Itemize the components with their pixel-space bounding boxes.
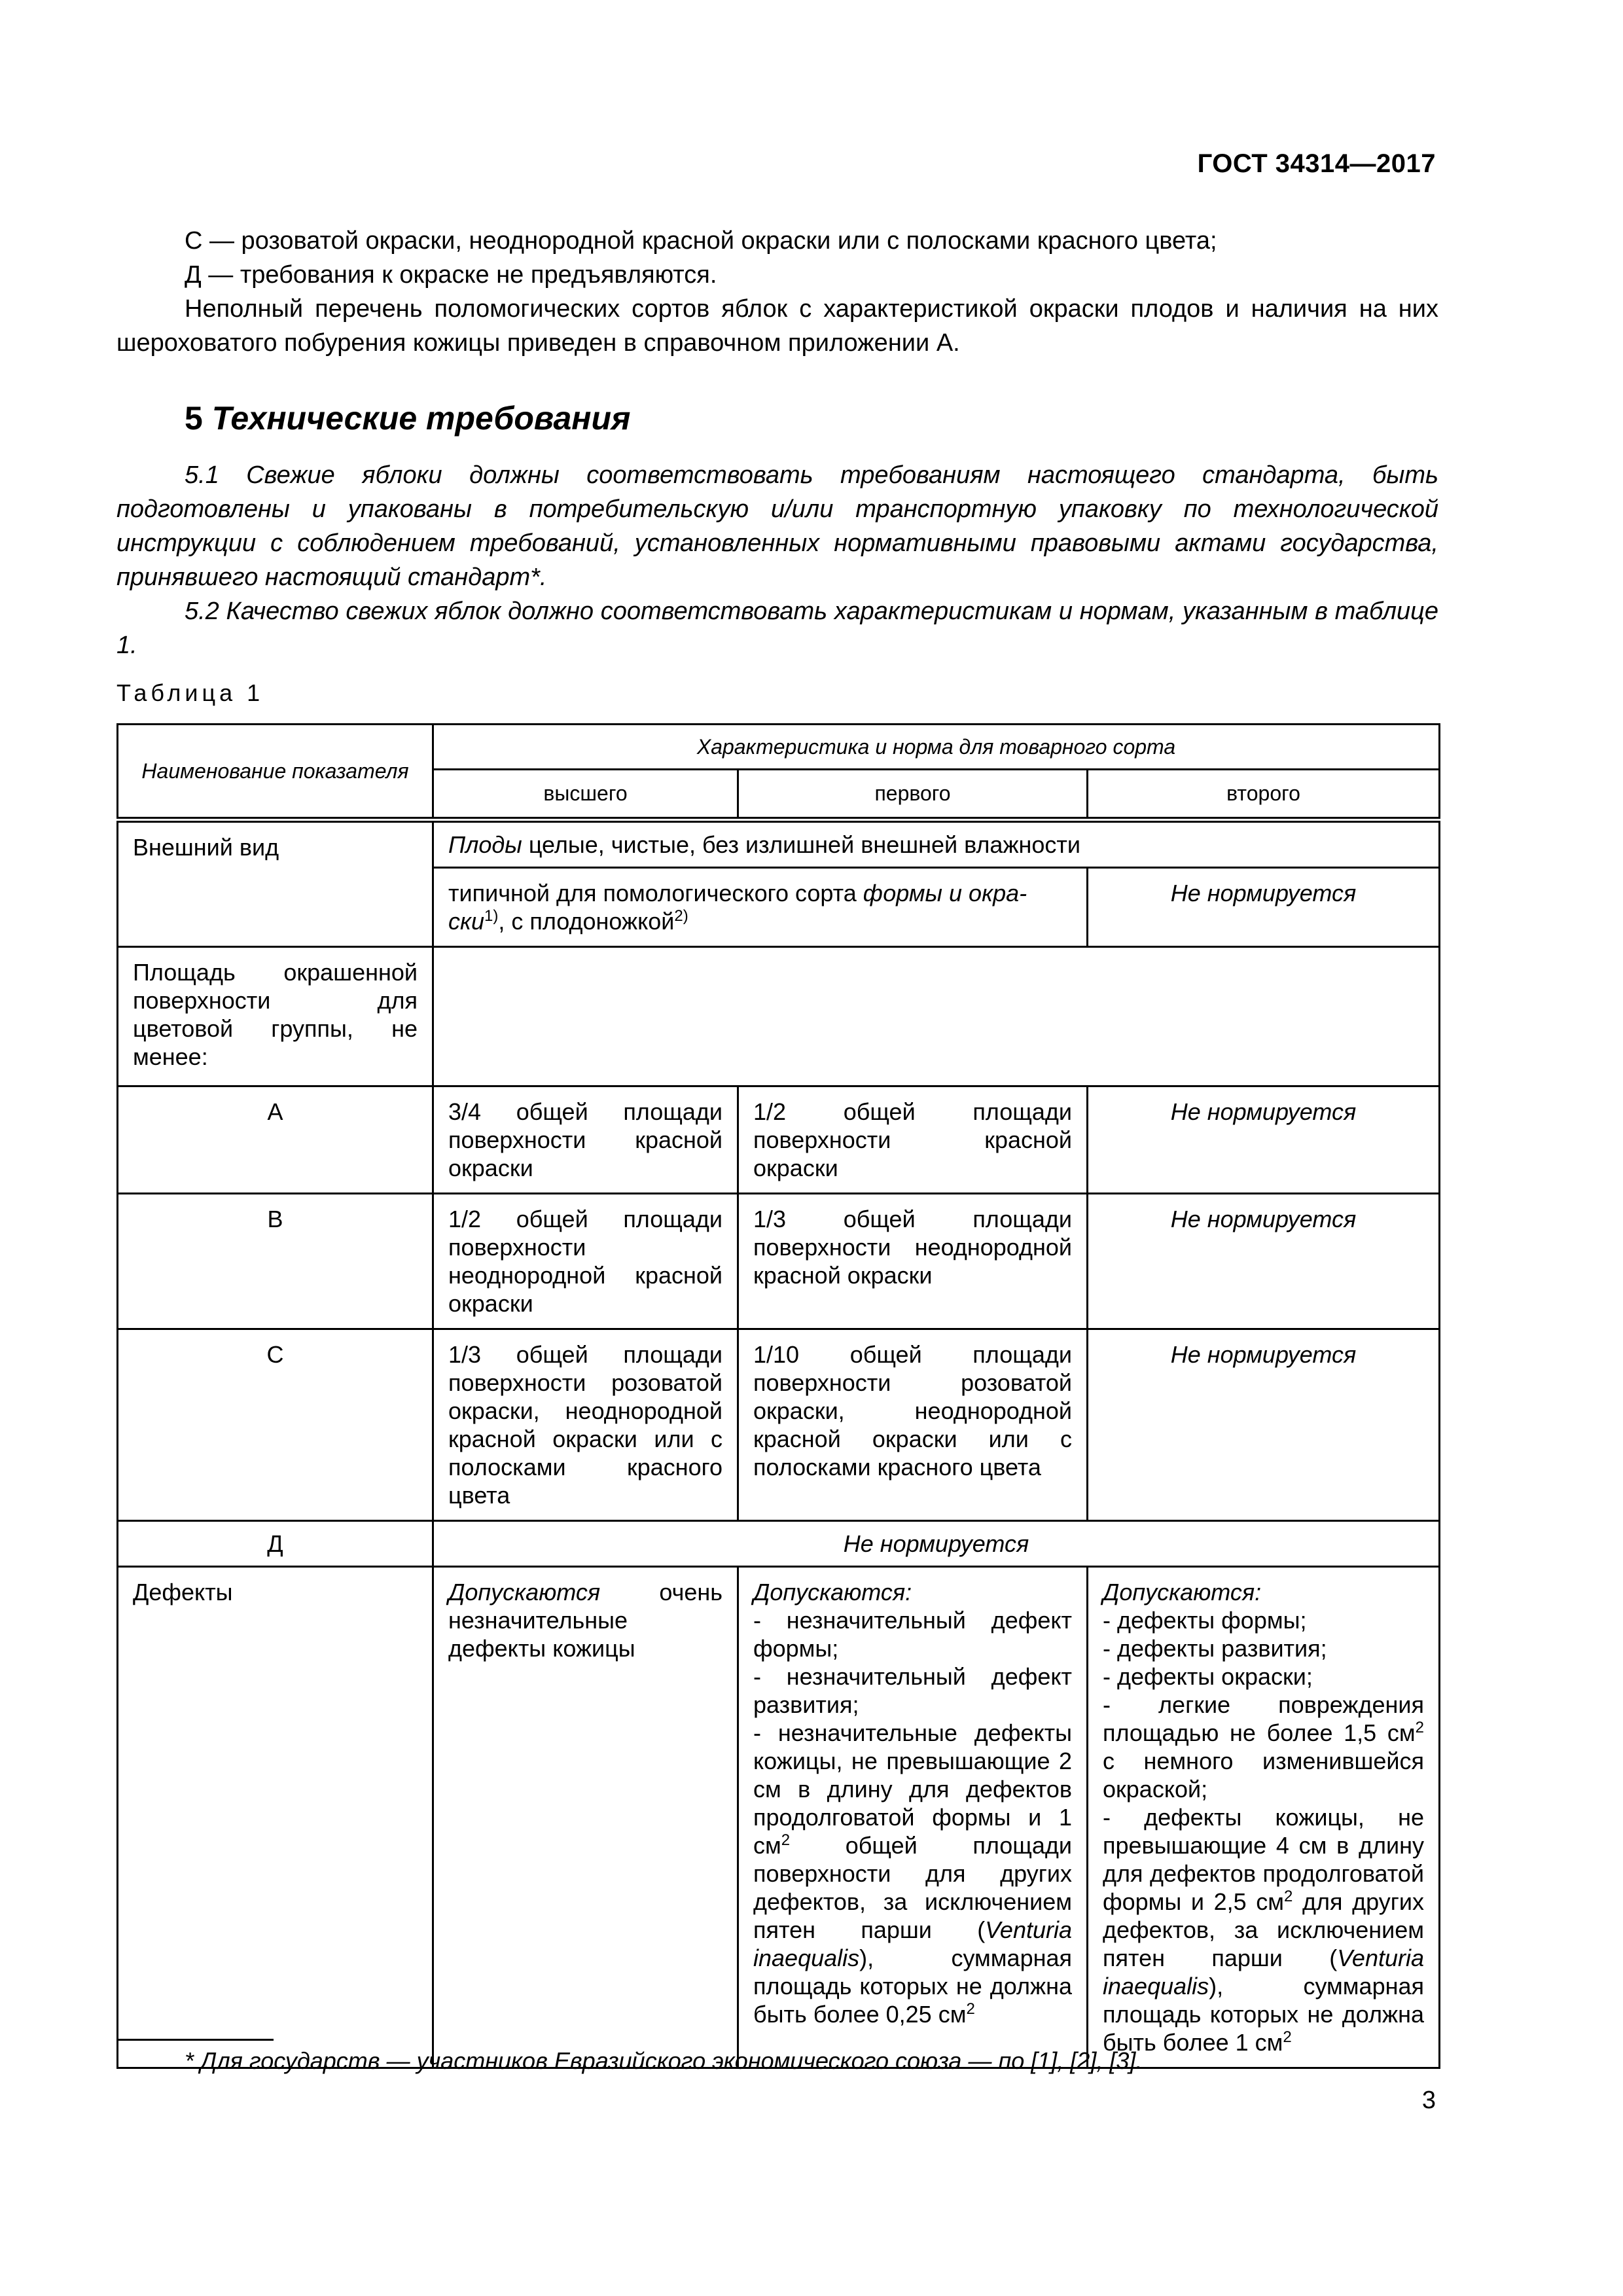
defects-first-item: - незначительный дефект развития; [753, 1663, 1072, 1718]
table-caption: Таблица 1 [116, 679, 264, 706]
color-group-b: В [118, 1194, 433, 1329]
color-group-d: Д [118, 1521, 433, 1567]
paragraph-color-d: Д — требования к окраске не предъявляются. [185, 261, 717, 289]
defects-second-item: - дефекты формы; [1103, 1607, 1307, 1634]
defects-first-item: - незначительный дефект формы; [753, 1607, 1072, 1662]
color-d-value: Не нормируется [433, 1521, 1440, 1567]
color-group-a: А [118, 1086, 433, 1194]
color-b-highest: 1/2 общей площади поверхности неоднородной красной окраски [433, 1194, 738, 1329]
clause-5-1: 5.1 Свежие яблоки должны соответствовать требованиям настоящего стандарта, быть подготовлены и упакованы в потребительскую и/или транспортную упаковку по технологической инструкции с соблюдением требований, установленных нормативными правовыми актами государства, принявшего настоящий стандарт*. [116, 461, 1438, 591]
table-row-color-a [118, 1086, 1440, 1194]
table-row-color-b [118, 1194, 1440, 1329]
paragraph-varieties-reference: Неполный перечень поломогических сортов яблок с характеристикой окраски плодов и наличия на них шероховатого побурения кожицы приведен в справочном приложении А. [116, 295, 1438, 357]
color-group-c: С [118, 1329, 433, 1521]
defects-second-item: - легкие повреждения площадью не более 1,5 $см^2$ с немного изменившейся окраской; [1103, 1691, 1424, 1803]
appearance-general: Плоды целые, чистые, без излишней внешней влажности [433, 820, 1440, 868]
color-b-second: Не нормируется [1088, 1194, 1440, 1329]
color-area-label: Площадь окрашенной поверхности для цветовой группы, не менее: [118, 947, 433, 1086]
color-c-second: Не нормируется [1088, 1329, 1440, 1521]
quality-table [116, 723, 1440, 2069]
defects-highest: Допускаются очень незначительные дефекты кожицы [433, 1567, 738, 2068]
defects-label: Дефекты [118, 1567, 433, 2068]
color-b-first: 1/3 общей площади поверхности неоднородной красной окраски [738, 1194, 1088, 1329]
defects-second: Допускаются: - дефекты формы; - дефекты развития; - дефекты окраски; - легкие повреждения площадью не более 1,5 $см^2$ с немного изменившейся окраской; - дефекты кожицы, не превышающие 4 см в длину для дефектов продолговатой формы и 2,5 $см^2$ для других дефектов, за исключением пятен парши (Venturia inaequalis), суммарная площадь которых не должна быть более 1 $см^2$ [1088, 1567, 1440, 2068]
clause-5-2: 5.2 Качество свежих яблок должно соответствовать характеристикам и нормам, указанным в таблице 1. [116, 598, 1438, 659]
color-a-second: Не нормируется [1088, 1086, 1440, 1194]
table-header-row [118, 725, 1440, 770]
table-row-appearance [118, 820, 1440, 868]
appearance-typical: типичной для помологического сорта формы и окра- ски$^{1)}$, с плодоножкой$^{2)}$ [433, 868, 1088, 947]
paragraph-color-c: С — розоватой окраски, неоднородной красной окраски или с полосками красного цвета; [185, 227, 1217, 255]
header-indicator: Наименование показателя [118, 725, 433, 820]
document-code: ГОСТ 34314—2017 [1197, 149, 1436, 178]
color-area-empty [433, 947, 1440, 1086]
table-row-defects [118, 1567, 1440, 2068]
intro-text [116, 224, 1438, 360]
defects-second-item: - дефекты окраски; [1103, 1663, 1313, 1690]
requirements-text [116, 458, 1438, 662]
defects-second-item: - дефекты кожицы, не превышающие 4 см в длину для дефектов продолговатой формы и 2,5 $см^2$ для других дефектов, за исключением пятен парши (Venturia inaequalis), суммарная площадь которых не должна быть более 1 $см^2$ [1103, 1804, 1425, 2056]
section-number: 5 [185, 400, 203, 437]
footnote-separator [116, 2039, 274, 2041]
table-row-color-d [118, 1521, 1440, 1567]
page-number: 3 [1421, 2087, 1436, 2114]
color-a-first: 1/2 общей площади поверхности красной окраски [738, 1086, 1088, 1194]
color-a-highest: 3/4 общей площади поверхности красной окраски [433, 1086, 738, 1194]
header-grade-second: второго [1088, 770, 1440, 820]
header-grade-highest: высшего [433, 770, 738, 820]
defects-first: Допускаются: - незначительный дефект формы; - незначительный дефект развития; - незначительные дефекты кожицы, не превышающие 2 см в длину для дефектов продолговатой формы и 1 $см^2$ общей площади поверхности для других дефектов, за исключением пятен парши (Venturia inaequalis), суммарная площадь которых не должна быть более 0,25 $см^2$ [738, 1567, 1088, 2068]
header-grade-first: первого [738, 770, 1088, 820]
section-title: Технические требования [211, 400, 631, 437]
color-c-first: 1/10 общей площади поверхности розоватой окраски, неоднородной красной окраски или с полосками красного цвета [738, 1329, 1088, 1521]
table-row-color-c [118, 1329, 1440, 1521]
defects-first-item: - незначительные дефекты кожицы, не превышающие 2 см в длину для дефектов продолговатой формы и 1 $см^2$ общей площади поверхности для других дефектов, за исключением пятен парши (Venturia inaequalis), суммарная площадь которых не должна быть более 0,25 $см^2$ [753, 1719, 1072, 2028]
appearance-label: Внешний вид [118, 820, 433, 947]
defects-second-item: - дефекты развития; [1103, 1635, 1327, 1662]
table-row-color-area [118, 947, 1440, 1086]
header-grade-group: Характеристика и норма для товарного сорта [433, 725, 1440, 770]
color-c-highest: 1/3 общей площади поверхности розоватой окраски, неоднородной красной окраски или с полосками красного цвета [433, 1329, 738, 1521]
appearance-second-grade: Не нормируется [1088, 868, 1440, 947]
section-heading [185, 399, 630, 437]
footnote: * Для государств — участников Евразийского экономического союза — по [1], [2], [3]. [185, 2047, 1143, 2074]
